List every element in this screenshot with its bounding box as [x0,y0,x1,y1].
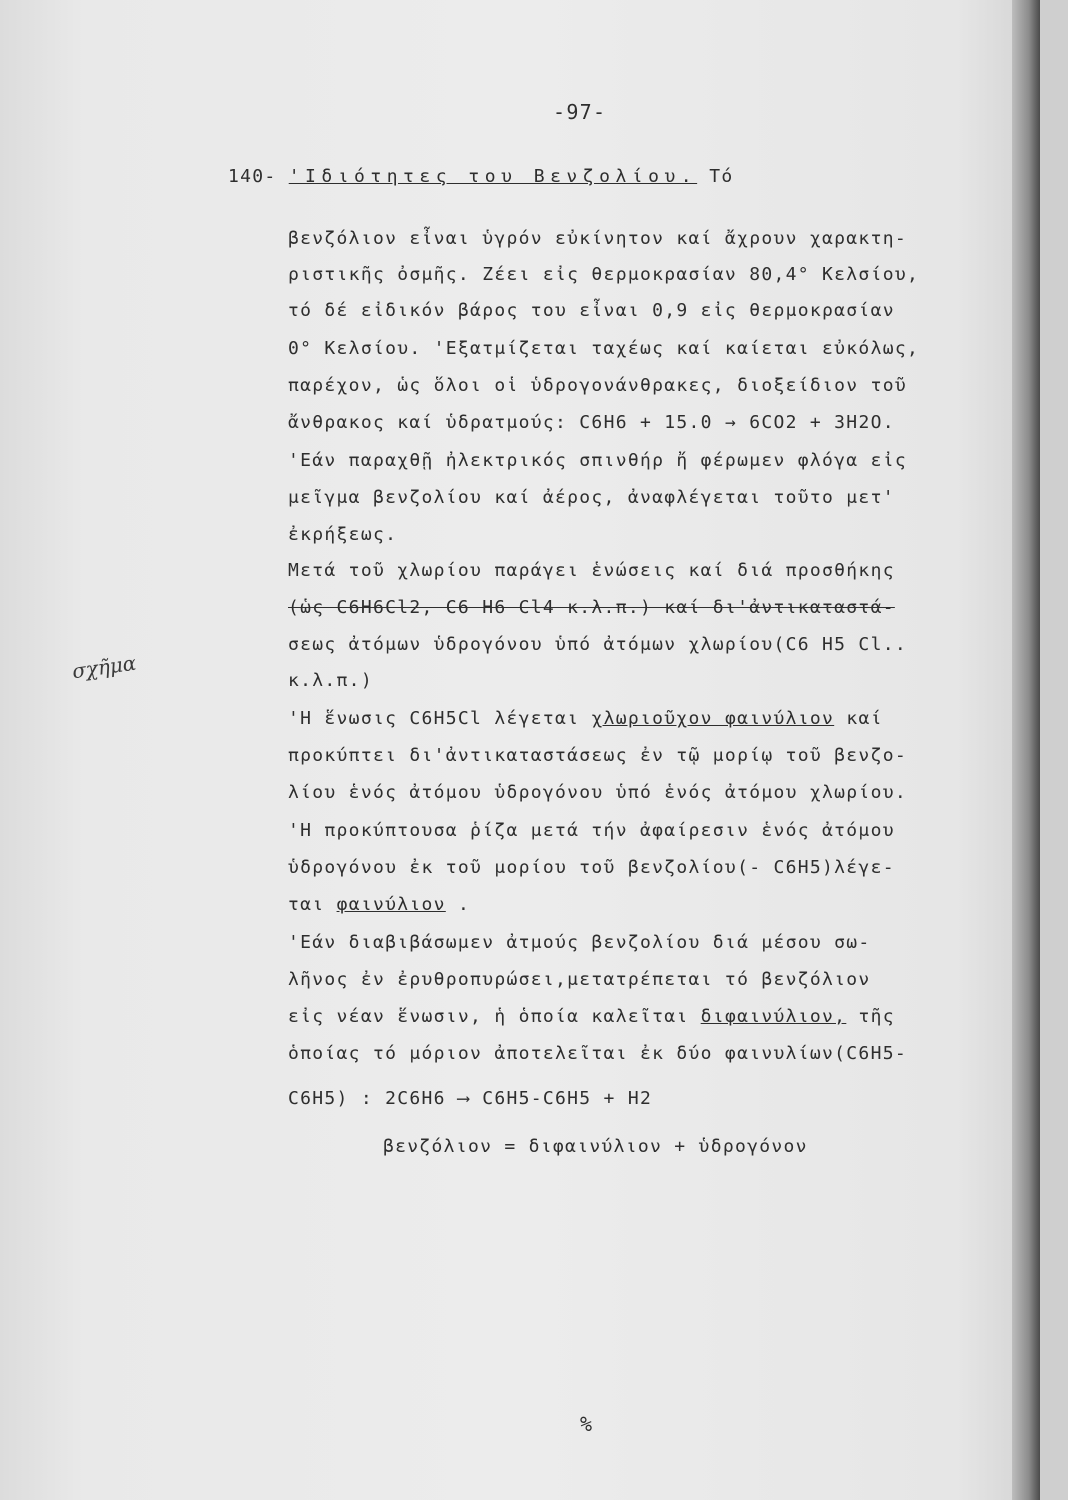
text-line-4: 0° Κελσίου. 'Εξατμίζεται ταχέως καί καίεται εὐκόλως, [288,338,920,359]
text-line-14-start: 'Η ἕνωσις C6H5Cl λέγεται [288,708,580,729]
equation-words-line: βενζόλιον = διφαινύλιον + ὑδρογόνον [383,1136,808,1157]
text-line-13: κ.λ.π.) [288,670,373,691]
equation-line-1 [288,412,895,433]
bottom-mark: % [580,1412,593,1436]
text-line-8: μεῖγμα βενζολίου καί ἀέρος, ἀναφλέγεται τοῦτο μετ' [288,487,895,508]
equation-1-prefix: ἄνθρακος καί ὑδρατμούς: [288,412,568,433]
text-line-10: Μετά τοῦ χλωρίου παράγει ἑνώσεις καί διά προσθήκης [288,560,895,581]
page-number: -97- [553,100,607,124]
text-line-19-start: ται [288,894,325,915]
struck-text-line: (ὡς C6H6Cl2, C6 H6 Cl4 κ.λ.π.) καί δι'ἀντικαταστά- [288,597,895,618]
text-line-21: λῆνος ἐν ἐρυθροπυρώσει,μετατρέπεται τό βενζόλιον [288,969,871,990]
term-diphenyl: διφαινύλιον, [700,1006,847,1027]
handwritten-margin-note: σχῆμα [70,650,138,684]
text-line-5: παρέχον, ὡς ὅλοι οἱ ὑδρογονάνθρακες, διοξείδιον τοῦ [288,375,907,396]
term-chlorophenyl: χλωριοῦχον φαινύλιον [591,708,835,729]
text-line-23: ὁποίας τό μόριον ἀποτελεῖται ἐκ δύο φαινυλίων(C6H5- [288,1043,907,1064]
equation-line-2: C6H5) : 2C6H6 ⟶ C6H5-C6H5 + H2 [288,1088,653,1109]
text-line-1: βενζόλιον εἶναι ὑγρόν εὐκίνητον καί ἄχρουν χαρακτη- [288,228,907,249]
heading-trailing-word: Τό [709,166,734,187]
text-line-20: 'Εάν διαβιβάσωμεν ἀτμούς βενζολίου διά μέσου σω- [288,932,871,953]
section-number: 140- [228,166,277,187]
text-line-9: ἐκρήξεως. [288,524,398,545]
text-line-2: ριστικῆς ὀσμῆς. Ζέει εἰς θερμοκρασίαν 80,4° Κελσίου, [288,264,920,285]
text-line-18: ὑδρογόνου ἐκ τοῦ μορίου τοῦ βενζολίου(- C6H5)λέγε- [288,857,895,878]
text-line-22 [288,1006,895,1027]
text-line-12: σεως ἀτόμων ὑδρογόνου ὑπό ἀτόμων χλωρίου(C6 H5 Cl.. [288,634,907,655]
binding-edge-shadow [1012,0,1040,1500]
section-heading-line [228,166,734,187]
text-line-3: τό δέ εἰδικόν βάρος του εἶναι 0,9 εἰς θερμοκρασίαν [288,300,895,321]
text-line-14 [288,708,883,729]
term-diphenyl-after: τῆς [858,1006,895,1027]
text-line-7: 'Εάν παραχθῇ ἠλεκτρικός σπινθήρ ἤ φέρωμεν φλόγα εἰς [288,450,907,471]
period: . [457,894,471,915]
text-line-17: 'Η προκύπτουσα ῥίζα μετά τήν ἀφαίρεσιν ἑνός ἀτόμου [288,820,895,841]
text-line-16: λίου ἑνός ἀτόμου ὑδρογόνου ὑπό ἑνός ἀτόμου χλωρίου. [288,782,907,803]
term-phenyl: φαινύλιον [336,894,446,915]
text-line-19 [288,894,470,915]
equation-1: C6H6 + 15.0 → 6CO2 + 3H2O. [579,412,895,433]
section-heading: 'Ιδιότητες του Βενζολίου. [288,166,698,187]
term-chlorophenyl-after: καί [846,708,883,729]
text-line-15: προκύπτει δι'ἀντικαταστάσεως ἐν τῷ μορίῳ τοῦ βενζο- [288,745,907,766]
text-line-22-start: εἰς νέαν ἕνωσιν, ἡ ὁποία καλεῖται [288,1006,689,1027]
